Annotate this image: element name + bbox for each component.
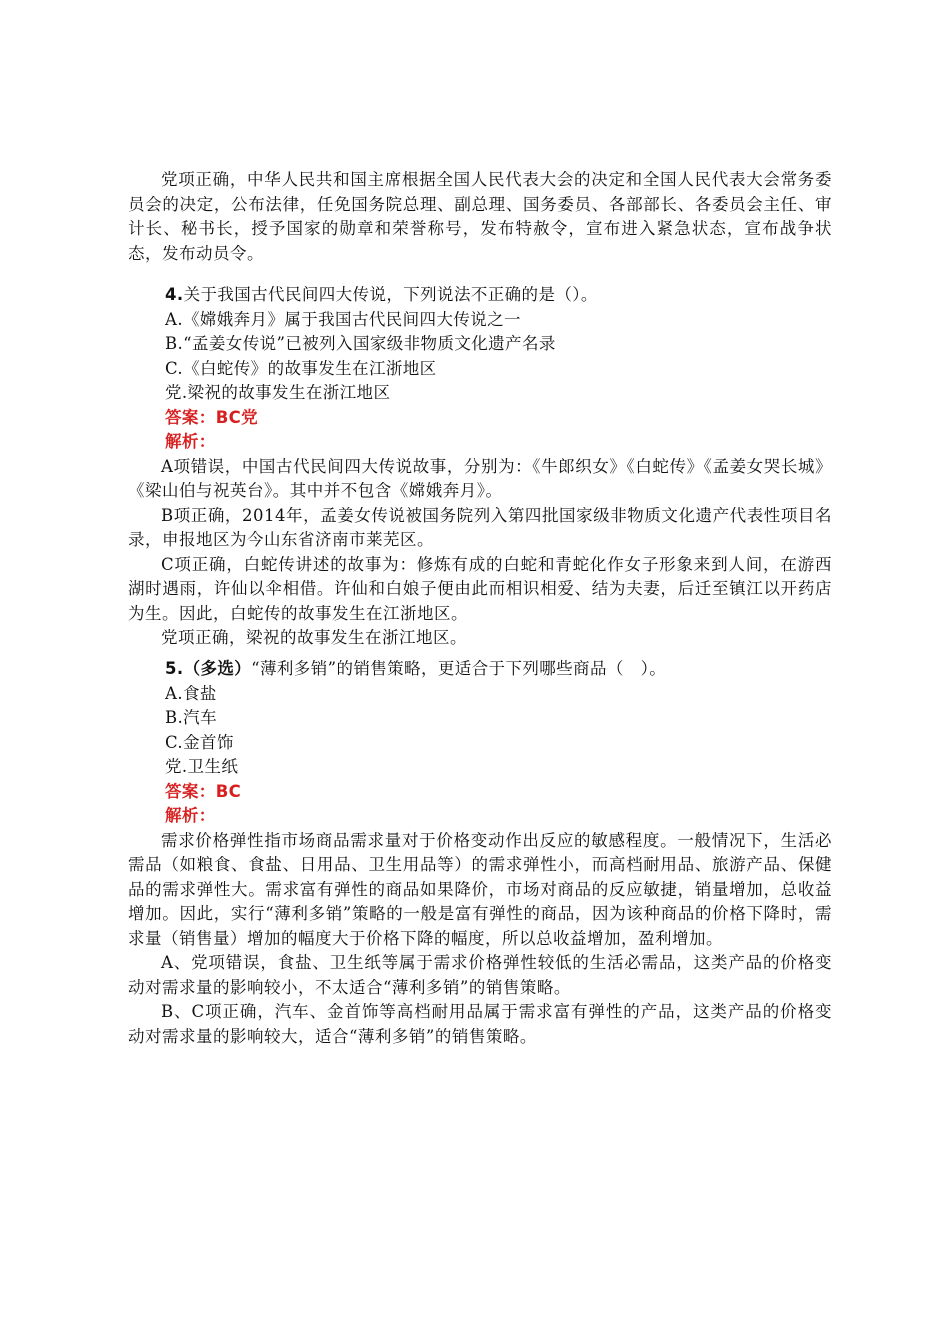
question-5-analysis-intro: 需求价格弹性指市场商品需求量对于价格变动作出反应的敏感程度。一般情况下，生活必需品（如粮食、食盐、日用品、卫生用品等）的需求弹性小，而高档耐用品、旅游产品、保健品的需求弹性大。需求富有弹性的商品如果降价，市场对商品的反应敏捷，销量增加，总收益增加。因此，实行“薄利多销”策略的一般是富有弹性的商品，因为该种商品的价格下降时，需求量（销售量）增加的幅度大于价格下降的幅度，所以总收益增加，盈利增加。 xyxy=(128,830,832,948)
question-5-option-b: B.汽车 xyxy=(165,708,217,727)
question-5-stem xyxy=(128,657,832,682)
question-4-analysis-a: A项错误，中国古代民间四大传说故事，分别为：《牛郎织女》《白蛇传》《孟姜女哭长城》《梁山伯与祝英台》。其中并不包含《嫦娥奔月》。 xyxy=(128,456,832,500)
question-5 xyxy=(128,657,832,1049)
question-5-tag: （多选） xyxy=(183,659,252,678)
question-5-option-a: A.食盐 xyxy=(165,683,217,703)
question-4-analysis-label: 解析： xyxy=(165,432,216,451)
question-4-analysis-b: B项正确，2014年，孟姜女传说被国务院列入第四批国家级非物质文化遗产代表性项目名录，申报地区为今山东省济南市莱芜区。 xyxy=(128,505,832,549)
question-4 xyxy=(128,283,832,651)
question-5-answer: 答案：BC xyxy=(165,781,242,801)
question-4-option-b: B.“孟姜女传说”已被列入国家级非物质文化遗产名录 xyxy=(165,334,556,353)
question-4-stem xyxy=(128,283,832,308)
question-4-option-c: C.《白蛇传》的故事发生在江浙地区 xyxy=(165,358,437,378)
question-5-stem-text: “薄利多销”的销售策略，更适合于下列哪些商品（ ）。 xyxy=(251,659,667,678)
question-4-analysis-d: 党项正确，梁祝的故事发生在浙江地区。 xyxy=(161,628,467,647)
question-4-answer: 答案：BC党 xyxy=(165,407,259,427)
intro-paragraph: 党项正确，中华人民共和国主席根据全国人民代表大会的决定和全国人民代表大会常务委员会的决定，公布法律，任免国务院总理、副总理、国务委员、各部部长、各委员会主任、审计长、秘书长，授予国家的勋章和荣誉称号，发布特赦令，宣布进入紧急状态，宣布战争状态，发布动员令。 xyxy=(128,170,832,263)
question-4-option-d: 党.梁祝的故事发生在浙江地区 xyxy=(165,383,391,402)
question-4-number: 4. xyxy=(165,285,184,304)
intro-block xyxy=(128,168,832,266)
question-4-option-a: A.《嫦娥奔月》属于我国古代民间四大传说之一 xyxy=(165,309,521,329)
question-5-number: 5. xyxy=(165,659,184,678)
question-5-analysis-bc: B、C项正确，汽车、金首饰等高档耐用品属于需求富有弹性的产品，这类产品的价格变动对需求量的影响较大，适合“薄利多销”的销售策略。 xyxy=(128,1002,832,1046)
question-5-option-d: 党.卫生纸 xyxy=(165,757,239,776)
question-5-option-c: C.金首饰 xyxy=(165,732,234,752)
question-4-analysis-c: C项正确，白蛇传讲述的故事为：修炼有成的白蛇和青蛇化作女子形象来到人间，在游西湖时遇雨，许仙以伞相借。许仙和白娘子便由此而相识相爱、结为夫妻，后迁至镇江以开药店为生。因此，白蛇传的故事发生在江浙地区。 xyxy=(128,554,832,623)
question-4-stem-text: 关于我国古代民间四大传说，下列说法不正确的是（）。 xyxy=(183,285,598,304)
question-5-analysis-ad: A、党项错误，食盐、卫生纸等属于需求价格弹性较低的生活必需品，这类产品的价格变动对需求量的影响较小，不太适合“薄利多销”的销售策略。 xyxy=(128,953,832,997)
question-5-analysis-label: 解析： xyxy=(165,806,216,825)
